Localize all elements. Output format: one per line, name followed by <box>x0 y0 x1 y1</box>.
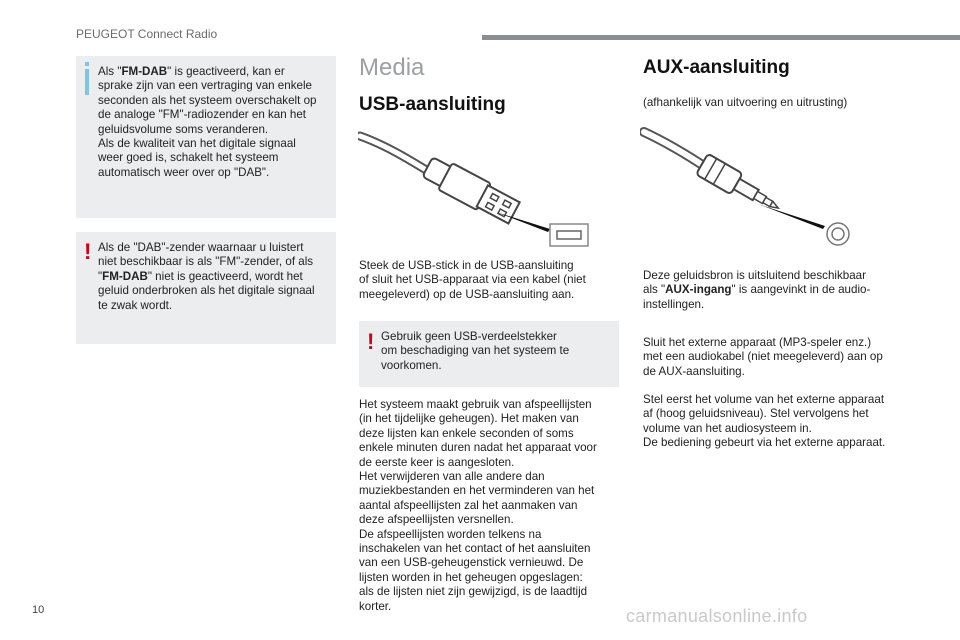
info-line <box>98 166 330 180</box>
aux-para-availability <box>643 269 913 312</box>
text-line: deze afspeellijsten versnellen. <box>359 513 514 527</box>
text-line: De bediening gebeurt via het externe apparaat. <box>643 436 886 450</box>
text-line: aantal afspeellijsten zal het aanmaken van <box>359 498 578 512</box>
text-line: van een USB-geheugenstick vernieuwd. De <box>359 556 584 570</box>
text-line: inschakelen van het contact of het aansluiten <box>359 542 591 556</box>
text-line: de eerste keer is aangesloten. <box>359 455 515 469</box>
text-span: " niet is geactiveerd, wordt het <box>147 269 303 283</box>
text-line: met een audiokabel (niet meegeleverd) aan op <box>643 350 883 364</box>
text-span: sprake zijn van een vertraging van enkele <box>98 79 312 93</box>
usb-intro <box>359 259 619 302</box>
header-bar <box>482 35 960 40</box>
info-line <box>98 137 330 151</box>
text-line: korter. <box>359 599 392 613</box>
text-span: " <box>98 269 103 283</box>
warning-line: Als de "DAB"-zender waarnaar u luistert <box>98 241 304 254</box>
usb-plug-illustration <box>358 128 594 250</box>
text-line: Sluit het externe apparaat (MP3-speler enz.) <box>643 336 872 349</box>
heading-aux: AUX-aansluiting <box>643 57 790 78</box>
info-line <box>98 65 330 79</box>
warning-box-usb <box>359 321 619 387</box>
text-span: " is aangevinkt in de audio- <box>731 283 871 297</box>
warning-line: om beschadiging van het systeem te <box>381 344 570 358</box>
warning-line: geluid onderbroken als het digitale signaal <box>98 284 315 298</box>
warning-line: te zwak wordt. <box>98 298 173 312</box>
info-line <box>98 151 330 165</box>
warning-line <box>98 270 330 284</box>
fm-dab-label: FM-DAB <box>102 269 148 283</box>
section-title-media: Media <box>359 54 425 81</box>
text-line: Stel eerst het volume van het externe apparaat <box>643 393 885 406</box>
warning-icon: ! <box>367 329 375 354</box>
aux-jack-illustration <box>640 124 860 248</box>
text-line: volume van het audiosysteem in. <box>643 421 812 435</box>
heading-usb: USB-aansluiting <box>359 94 506 115</box>
text-line <box>643 283 913 297</box>
text-line: (in het tijdelijke geheugen). Het maken van <box>359 412 579 426</box>
text-span: Als de kwaliteit van het digitale signaal <box>98 137 296 151</box>
info-line <box>98 108 330 122</box>
info-box-fm-dab <box>76 56 336 218</box>
aux-note: (afhankelijk van uitvoering en uitrusting) <box>643 96 848 109</box>
warning-line: voorkomen. <box>381 358 442 372</box>
running-header: PEUGEOT Connect Radio <box>76 27 218 41</box>
warning-line: Gebruik geen USB-verdeelstekker <box>381 330 557 343</box>
text-line: De afspeellijsten worden telkens na <box>359 527 542 541</box>
usb-body-text <box>359 398 621 614</box>
text-line: af (hoog geluidsniveau). Stel vervolgens het <box>643 407 869 421</box>
text-line: Het systeem maakt gebruik van afspeellijsten <box>359 398 592 411</box>
info-line <box>98 79 330 93</box>
warning-line: niet beschikbaar is als "FM"-zender, of als <box>98 255 314 269</box>
text-line: meegeleverd) op de USB-aansluiting aan. <box>359 287 575 301</box>
text-line: de AUX-aansluiting. <box>643 364 745 378</box>
text-span: weer goed is, schakelt het systeem <box>98 151 279 165</box>
aux-para-connect <box>643 336 913 379</box>
text-line: Het verwijderen van alle andere dan <box>359 470 545 484</box>
text-span: automatisch weer over op "DAB". <box>98 165 270 179</box>
text-line: lijsten worden in het geheugen opgeslagen: <box>359 570 583 584</box>
aux-ingang-label: AUX-ingang <box>665 283 732 297</box>
text-span: geluidsvolume soms veranderen. <box>98 122 269 136</box>
aux-para-volume <box>643 393 913 451</box>
text-line: instellingen. <box>643 297 705 311</box>
text-span: als " <box>643 283 666 297</box>
info-line <box>98 123 330 137</box>
warning-box-text <box>98 241 330 313</box>
fm-dab-label: FM-DAB <box>121 65 168 78</box>
text-line: enkele minuten duren nadat het apparaat voor <box>359 441 597 455</box>
text-line: Steek de USB-stick in de USB-aansluiting <box>359 259 574 272</box>
text-span: seconden als het systeem overschakelt op <box>98 93 317 107</box>
info-box-text <box>98 65 330 180</box>
warning-box-dab <box>76 232 336 344</box>
warning-box-text <box>381 330 613 373</box>
text-span: Als " <box>98 65 122 78</box>
text-span: " is geactiveerd, kan er <box>167 65 285 78</box>
text-line: als de lijsten niet zijn gewijzigd, is de laadtijd <box>359 585 588 599</box>
page-number: 10 <box>32 604 45 616</box>
text-span: de analoge "FM"-radiozender en kan het <box>98 108 307 122</box>
text-line: deze lijsten kan enkele seconden of soms <box>359 426 574 440</box>
text-line: of sluit het USB-apparaat via een kabel (niet <box>359 273 586 287</box>
watermark-link[interactable]: carmanualsonline.info <box>626 606 808 626</box>
info-line <box>98 94 330 108</box>
text-line: Deze geluidsbron is uitsluitend beschikbaar <box>643 269 866 282</box>
info-icon <box>85 69 89 95</box>
warning-icon: ! <box>84 239 92 264</box>
text-line: muziekbestanden en het verminderen van het <box>359 484 595 498</box>
